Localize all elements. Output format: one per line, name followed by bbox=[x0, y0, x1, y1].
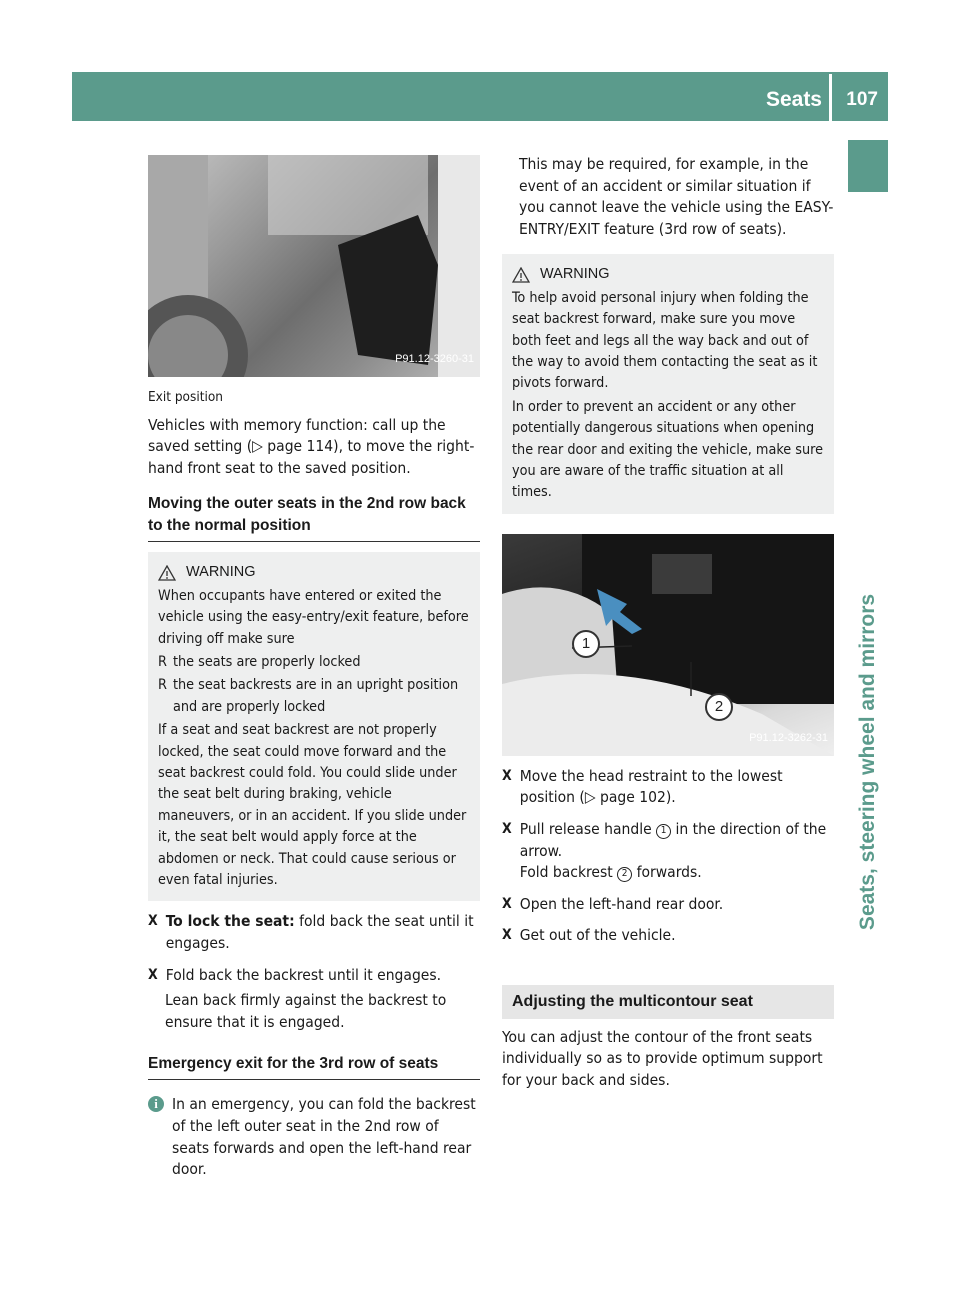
callout-2: 2 bbox=[705, 693, 733, 721]
photo-code: P91.12-3260-31 bbox=[395, 353, 474, 366]
multicontour-paragraph: You can adjust the contour of the front seats individually so as to provide optimum support for your back and sides. bbox=[502, 1027, 823, 1089]
section-heading-multicontour: Adjusting the multicontour seat bbox=[502, 985, 834, 1019]
photo-code: P91.12-3262-31 bbox=[749, 732, 828, 745]
warning-bullet: R the seats are properly locked bbox=[158, 652, 472, 673]
step-marker: X bbox=[502, 767, 512, 784]
item-number-1: 1 bbox=[656, 824, 671, 839]
callout-1: 1 bbox=[572, 630, 600, 658]
step-marker: X bbox=[148, 913, 158, 930]
step-marker: X bbox=[502, 821, 512, 838]
exit-position-photo bbox=[148, 155, 480, 377]
release-handle-illustration bbox=[502, 534, 834, 756]
warning-body: If a seat and seat backrest are not properly locked, the seat could move forward and the seat backrest could fold. You could slide under the seat belt during braking, vehicle maneuvers, or in an accident. If you slide under it, the seat belt would apply force at the abdomen or neck. That could cause serious or even fatal injuries. bbox=[158, 722, 467, 889]
step-fold-backrest: X Fold back the backrest until it engages. bbox=[148, 965, 480, 987]
warning-intro: When occupants have entered or exited the vehicle using the easy-entry/exit feature, before driving off make sure bbox=[158, 587, 469, 647]
warning-box-2 bbox=[502, 254, 834, 513]
section-heading-normal-position: Moving the outer seats in the 2nd row back to the normal position bbox=[148, 493, 480, 542]
step-marker: X bbox=[502, 895, 512, 912]
continued-paragraph: This may be required, for example, in the event of an accident or similar situation if you cannot leave the vehicle using the EASY-ENTRY/EXIT feature (3rd row of seats). bbox=[519, 155, 834, 238]
release-handle-photo bbox=[502, 534, 834, 756]
page-header bbox=[72, 72, 888, 121]
info-note: i In an emergency, you can fold the backrest of the left outer seat in the 2nd row of seats forwards and open the left-hand rear door. bbox=[148, 1094, 480, 1180]
warning-triangle-icon bbox=[158, 565, 176, 581]
side-tab bbox=[848, 140, 888, 192]
figure-caption: Exit position bbox=[148, 389, 223, 405]
warning-box-1 bbox=[148, 552, 480, 901]
warning-title: WARNING bbox=[186, 564, 256, 581]
info-icon: i bbox=[148, 1096, 164, 1112]
step-head-restraint: X Move the head restraint to the lowest position (▷ page 102). bbox=[502, 766, 834, 809]
item-number-2: 2 bbox=[617, 867, 632, 882]
chapter-title: Seats bbox=[765, 88, 822, 111]
warning-title: WARNING bbox=[540, 266, 610, 283]
side-chapter-label: Seats, steering wheel and mirrors bbox=[856, 593, 879, 931]
memory-paragraph: Vehicles with memory function: call up the saved setting (▷ page 114), to move the right-hand front seat to the saved position. bbox=[148, 415, 475, 477]
step-release-handle: X Pull release handle 1 in the direction of the arrow. Fold backrest 2 forwards. bbox=[502, 819, 834, 884]
step-marker: X bbox=[502, 927, 512, 944]
step-marker: X bbox=[148, 966, 158, 983]
bullet-marker: R bbox=[158, 677, 167, 694]
bullet-marker: R bbox=[158, 654, 167, 670]
page-number: 107 bbox=[846, 89, 878, 110]
warning-triangle-icon bbox=[512, 267, 530, 283]
seat-illustration bbox=[148, 155, 480, 377]
step-open-door: X Open the left-hand rear door. bbox=[502, 894, 834, 916]
left-column bbox=[148, 150, 480, 1181]
step-get-out: X Get out of the vehicle. bbox=[502, 925, 834, 947]
header-divider bbox=[829, 74, 832, 121]
warning-bullet: R the seat backrests are in an upright position and are properly locked bbox=[158, 675, 472, 718]
step-lock-seat: X To lock the seat: fold back the seat until it engages. bbox=[148, 911, 480, 954]
warning-paragraph: To help avoid personal injury when folding the seat backrest forward, make sure you move both feet and legs all the way back and out of the way to avoid them contacting the seat as it pivots forward. bbox=[512, 289, 818, 392]
warning-paragraph: In order to prevent an accident or any other potentially dangerous situations when opening the rear door and exiting the vehicle, make sure you are aware of the traffic situation at all times. bbox=[512, 398, 824, 501]
step-continuation: Lean back firmly against the backrest to ensure that it is engaged. bbox=[165, 991, 447, 1031]
section-heading-emergency-exit: Emergency exit for the 3rd row of seats bbox=[148, 1053, 480, 1080]
right-column bbox=[502, 150, 834, 1091]
